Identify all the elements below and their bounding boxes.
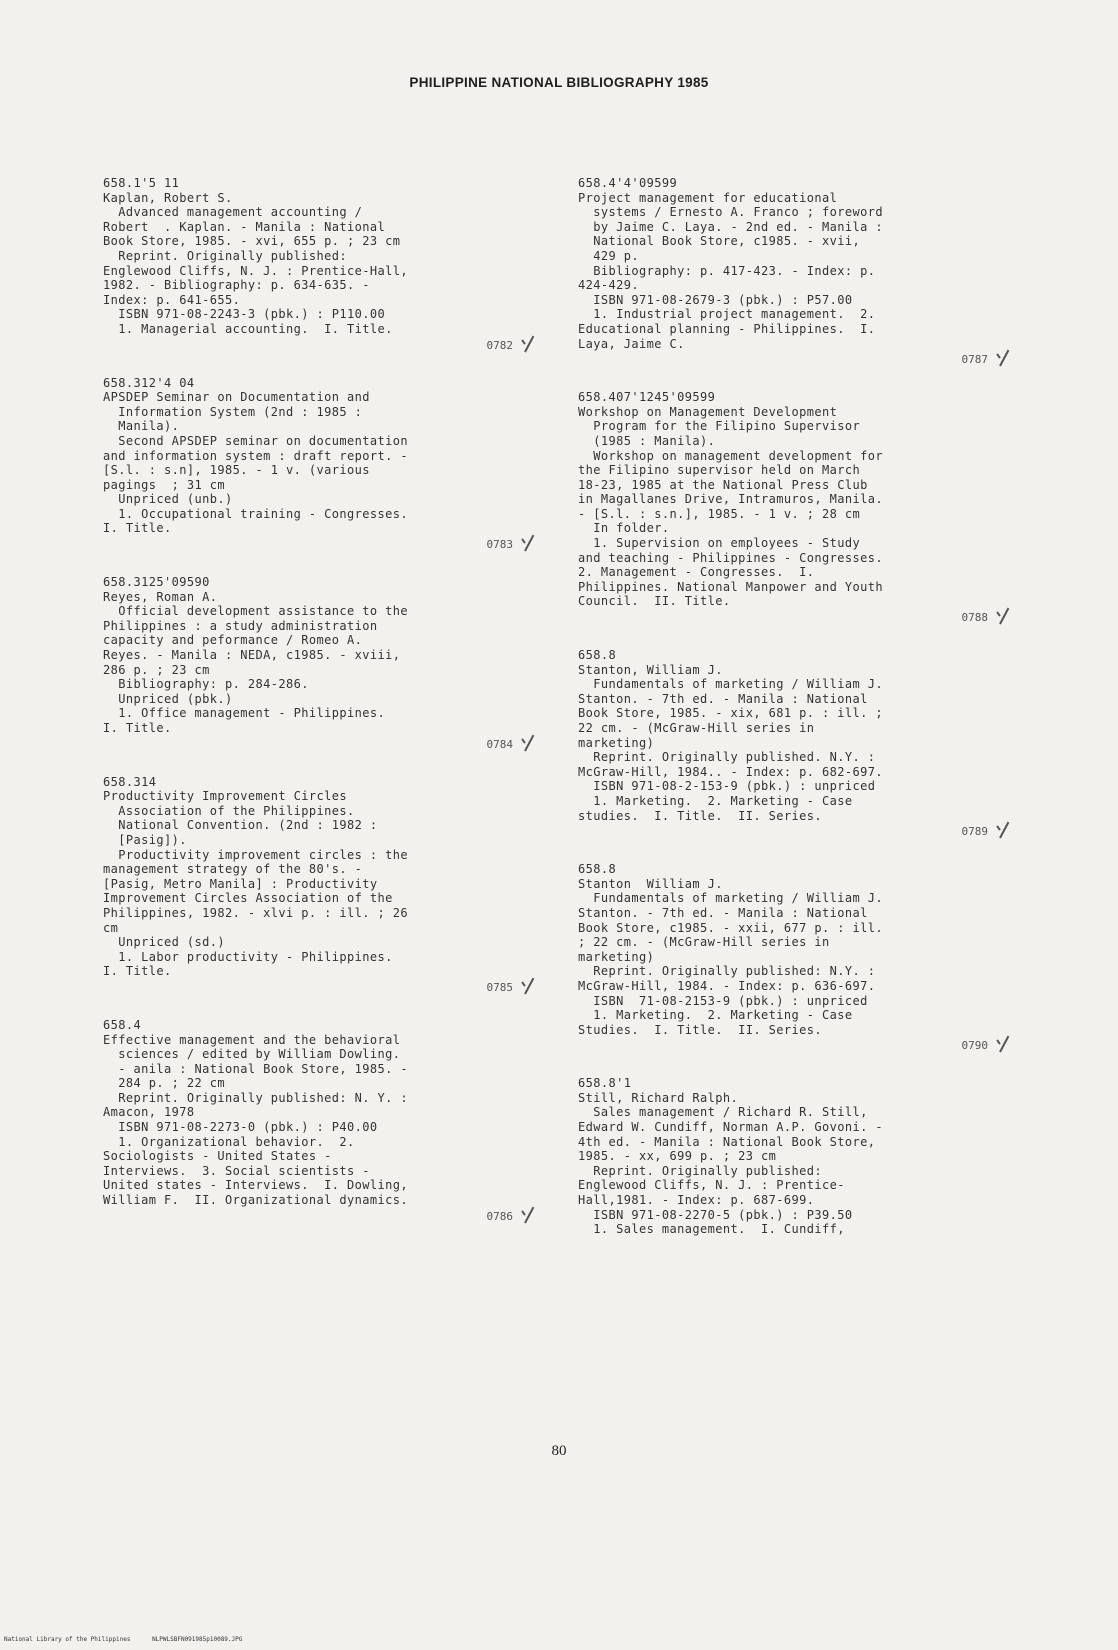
checkmark-icon bbox=[994, 819, 1010, 839]
entry-line: Reyes, Roman A. bbox=[103, 589, 218, 604]
entry-line: Stanton William J. bbox=[578, 876, 723, 891]
entry-line: Workshop on Management Development bbox=[578, 404, 838, 419]
entry-line: Still, Richard Ralph. bbox=[578, 1090, 739, 1105]
bibliography-entry bbox=[578, 390, 1028, 624]
entry-line: Reprint. Originally published: N. Y. : bbox=[103, 1090, 408, 1105]
bibliography-entry bbox=[578, 648, 1028, 838]
entry-number bbox=[103, 538, 553, 551]
entry-line: McGraw-Hill, 1984.. - Index: p. 682-697. bbox=[578, 764, 883, 779]
checkmark-icon bbox=[994, 1033, 1010, 1053]
entry-line: Bibliography: p. 284-286. bbox=[103, 677, 309, 692]
bibliography-entry bbox=[578, 862, 1028, 1052]
entry-line: Fundamentals of marketing / William J. bbox=[578, 677, 883, 692]
entry-line: [Pasig]). bbox=[103, 832, 187, 847]
right-column bbox=[578, 176, 1028, 1261]
entry-number bbox=[578, 353, 1028, 366]
entry-line: Productivity improvement circles : the bbox=[103, 847, 408, 862]
page-header: PHILIPPINE NATIONAL BIBLIOGRAPHY 1985 bbox=[409, 75, 709, 90]
entry-line: APSDEP Seminar on Documentation and bbox=[103, 390, 370, 405]
entry-line: 286 p. ; 23 cm bbox=[103, 662, 210, 677]
entry-line: Robert . Kaplan. - Manila : National bbox=[103, 219, 386, 234]
entry-line: Stanton, William J. bbox=[578, 662, 723, 677]
entry-line: Reyes. - Manila : NEDA, c1985. - xviii, bbox=[103, 648, 401, 663]
entry-line: capacity and peformance / Romeo A. bbox=[103, 633, 363, 648]
entry-line: Englewood Cliffs, N. J. : Prentice-Hall, bbox=[103, 263, 408, 278]
call-number: 658.4 bbox=[103, 1017, 142, 1032]
entry-line: I. Title. bbox=[103, 721, 172, 735]
entry-number bbox=[578, 611, 1028, 624]
entry-line: 424-429. bbox=[578, 278, 639, 293]
entry-line: ISBN 971-08-2679-3 (pbk.) : P57.00 bbox=[578, 292, 853, 307]
entry-line: 429 p. bbox=[578, 248, 639, 263]
entry-line: Educational planning - Philippines. I. bbox=[578, 321, 876, 336]
entry-number-text: 0783 bbox=[486, 538, 513, 552]
entry-line: Philippines. National Manpower and Youth bbox=[578, 579, 883, 594]
bibliography-entry bbox=[103, 1018, 553, 1223]
entry-line: National Convention. (2nd : 1982 : bbox=[103, 818, 378, 833]
entry-line: Stanton. - 7th ed. - Manila : National bbox=[578, 905, 868, 920]
entry-line: ISBN 971-08-2-153-9 (pbk.) : unpriced bbox=[578, 779, 876, 794]
footer-file-id: NLPWLSBFN091985p10089.JPG bbox=[152, 1636, 243, 1643]
entry-line: Reprint. Originally published: bbox=[103, 248, 347, 263]
entry-number-text: 0782 bbox=[486, 338, 513, 352]
entry-number bbox=[103, 981, 553, 994]
call-number: 658.8'1 bbox=[578, 1076, 632, 1091]
entry-line: by Jaime C. Laya. - 2nd ed. - Manila : bbox=[578, 219, 883, 234]
call-number: 658.3125'09590 bbox=[103, 575, 210, 590]
entry-line: Productivity Improvement Circles bbox=[103, 789, 347, 804]
checkmark-icon bbox=[519, 975, 535, 995]
entry-line: systems / Ernesto A. Franco ; foreword bbox=[578, 205, 883, 220]
entry-line: and teaching - Philippines - Congresses. bbox=[578, 550, 883, 565]
entry-line: Laya, Jaime C. bbox=[578, 336, 685, 351]
entry-line: Advanced management accounting / bbox=[103, 205, 363, 220]
entry-line: 1. Organizational behavior. 2. bbox=[103, 1134, 355, 1149]
entry-line: William F. II. Organizational dynamics. bbox=[103, 1193, 408, 1208]
entry-line: Book Store, c1985. - xxii, 677 p. : ill. bbox=[578, 920, 883, 935]
entry-line: 284 p. ; 22 cm bbox=[103, 1076, 225, 1091]
entry-line: 18-23, 1985 at the National Press Club bbox=[578, 477, 868, 492]
entry-line: Council. II. Title. bbox=[578, 594, 731, 609]
entry-line: ISBN 971-08-2270-5 (pbk.) : P39.50 bbox=[578, 1207, 853, 1222]
entry-line: Sociologists - United States - bbox=[103, 1149, 332, 1164]
entry-line: Bibliography: p. 417-423. - Index: p. bbox=[578, 263, 876, 278]
entry-line: 1985. - xx, 699 p. ; 23 cm bbox=[578, 1149, 777, 1164]
entry-line: Stanton. - 7th ed. - Manila : National bbox=[578, 691, 868, 706]
entry-line: Effective management and the behavioral bbox=[103, 1032, 401, 1047]
entry-line: Manila). bbox=[103, 419, 180, 434]
entry-line: marketing) bbox=[578, 735, 655, 750]
entry-line: 1. Office management - Philippines. bbox=[103, 706, 386, 721]
bibliography-entry bbox=[103, 176, 553, 352]
entry-line: 1. Labor productivity - Philippines. bbox=[103, 949, 393, 964]
page-number: 80 bbox=[551, 1443, 567, 1459]
entry-line: In folder. bbox=[578, 521, 670, 536]
checkmark-icon bbox=[994, 347, 1010, 367]
entry-line: cm bbox=[103, 920, 119, 935]
entry-number-text: 0784 bbox=[486, 737, 513, 751]
call-number: 658.407'1245'09599 bbox=[578, 390, 716, 405]
entry-line: 1. Marketing. 2. Marketing - Case bbox=[578, 1008, 853, 1023]
entry-line: and information system : draft report. - bbox=[103, 448, 408, 463]
entry-number-text: 0790 bbox=[961, 1039, 988, 1053]
entry-line: Association of the Philippines. bbox=[103, 803, 355, 818]
entry-line: [S.l. : s.n], 1985. - 1 v. (various bbox=[103, 463, 370, 478]
entry-number-text: 0786 bbox=[486, 1209, 513, 1223]
entry-line: - [S.l. : s.n.], 1985. - 1 v. ; 28 cm bbox=[578, 506, 861, 521]
entry-line: 1982. - Bibliography: p. 634-635. - bbox=[103, 278, 370, 293]
checkmark-icon bbox=[519, 1204, 535, 1224]
entry-line: Studies. I. Title. II. Series. bbox=[578, 1022, 822, 1037]
entry-line: ISBN 71-08-2153-9 (pbk.) : unpriced bbox=[578, 993, 868, 1008]
entry-number-text: 0787 bbox=[961, 353, 988, 367]
entry-number-text: 0788 bbox=[961, 611, 988, 625]
entry-line: management strategy of the 80's. - bbox=[103, 862, 363, 877]
entry-line: Index: p. 641-655. bbox=[103, 292, 241, 307]
entry-number bbox=[103, 339, 553, 352]
entry-line: Book Store, 1985. - xvi, 655 p. ; 23 cm bbox=[103, 234, 401, 249]
entry-line: sciences / edited by William Dowling. bbox=[103, 1047, 401, 1062]
left-column bbox=[103, 176, 553, 1247]
entry-number bbox=[103, 1210, 553, 1223]
call-number: 658.8 bbox=[578, 862, 617, 877]
entry-line: United states - Interviews. I. Dowling, bbox=[103, 1178, 408, 1193]
bibliography-entry bbox=[103, 775, 553, 994]
checkmark-icon bbox=[994, 605, 1010, 625]
call-number: 658.1'5 11 bbox=[103, 176, 180, 190]
entry-line: 1. Supervision on employees - Study bbox=[578, 536, 861, 551]
entry-line: the Filipino supervisor held on March bbox=[578, 463, 861, 478]
call-number: 658.8 bbox=[578, 648, 617, 663]
call-number: 658.4'4'09599 bbox=[578, 176, 678, 190]
entry-line: Project management for educational bbox=[578, 190, 838, 205]
entry-line: Official development assistance to the bbox=[103, 604, 408, 619]
entry-line: in Magallanes Drive, Intramuros, Manila. bbox=[578, 492, 883, 507]
entry-line: Unpriced (unb.) bbox=[103, 492, 233, 507]
entry-line: 1. Marketing. 2. Marketing - Case bbox=[578, 793, 853, 808]
entry-line: Sales management / Richard R. Still, bbox=[578, 1105, 868, 1120]
entry-number bbox=[578, 825, 1028, 838]
entry-line: I. Title. bbox=[103, 964, 172, 979]
entry-line: marketing) bbox=[578, 949, 655, 964]
entry-line: Unpriced (pbk.) bbox=[103, 691, 233, 706]
entry-line: Kaplan, Robert S. bbox=[103, 190, 233, 205]
entry-line: 1. Occupational training - Congresses. bbox=[103, 506, 408, 521]
bibliography-entry bbox=[103, 575, 553, 751]
entry-line: 1. Industrial project management. 2. bbox=[578, 307, 876, 322]
entry-line: McGraw-Hill, 1984. - Index: p. 636-697. bbox=[578, 978, 876, 993]
bibliography-entry bbox=[103, 376, 553, 552]
call-number: 658.314 bbox=[103, 774, 157, 789]
entry-line: Program for the Filipino Supervisor bbox=[578, 419, 861, 434]
entry-line: 1. Sales management. I. Cundiff, bbox=[578, 1222, 845, 1237]
entry-line: Fundamentals of marketing / William J. bbox=[578, 891, 883, 906]
entry-line: Philippines, 1982. - xlvi p. : ill. ; 26 bbox=[103, 905, 408, 920]
entry-line: Hall,1981. - Index: p. 687-699. bbox=[578, 1193, 815, 1208]
checkmark-icon bbox=[519, 532, 535, 552]
entry-number-text: 0789 bbox=[961, 825, 988, 839]
footer-library: National Library of the Philippines bbox=[4, 1636, 131, 1643]
entry-line: studies. I. Title. II. Series. bbox=[578, 808, 822, 823]
entry-line: [Pasig, Metro Manila] : Productivity bbox=[103, 876, 378, 891]
entry-line: Interviews. 3. Social scientists - bbox=[103, 1163, 370, 1178]
entry-line: I. Title. bbox=[103, 521, 172, 536]
entry-number bbox=[578, 1039, 1028, 1052]
entry-line: Englewood Cliffs, N. J. : Prentice- bbox=[578, 1178, 845, 1193]
entry-line: Second APSDEP seminar on documentation bbox=[103, 433, 408, 448]
entry-line: (1985 : Manila). bbox=[578, 433, 716, 448]
checkmark-icon bbox=[519, 333, 535, 353]
call-number: 658.312'4 04 bbox=[103, 375, 195, 390]
entry-line: Reprint. Originally published: bbox=[578, 1163, 822, 1178]
entry-line: 2. Management - Congresses. I. bbox=[578, 565, 815, 580]
entry-line: ; 22 cm. - (McGraw-Hill series in bbox=[578, 935, 830, 950]
entry-line: Workshop on management development for bbox=[578, 448, 883, 463]
entry-line: National Book Store, c1985. - xvii, bbox=[578, 234, 861, 249]
entry-line: Book Store, 1985. - xix, 681 p. : ill. ; bbox=[578, 706, 883, 721]
scan-footer bbox=[4, 1636, 260, 1643]
entry-line: Improvement Circles Association of the bbox=[103, 891, 393, 906]
entry-line: Amacon, 1978 bbox=[103, 1105, 195, 1120]
entry-line: ISBN 971-08-2273-0 (pbk.) : P40.00 bbox=[103, 1120, 378, 1135]
entry-line: 1. Managerial accounting. I. Title. bbox=[103, 321, 393, 336]
entry-line: Unpriced (sd.) bbox=[103, 935, 225, 950]
entry-line: Reprint. Originally published. N.Y. : bbox=[578, 750, 876, 765]
entry-line: pagings ; 31 cm bbox=[103, 477, 225, 492]
entry-line: - anila : National Book Store, 1985. - bbox=[103, 1061, 408, 1076]
bibliography-entry bbox=[578, 176, 1028, 366]
entry-line: ISBN 971-08-2243-3 (pbk.) : P110.00 bbox=[103, 307, 386, 322]
entry-number bbox=[103, 738, 553, 751]
entry-line: Edward W. Cundiff, Norman A.P. Govoni. - bbox=[578, 1120, 883, 1135]
entry-number-text: 0785 bbox=[486, 980, 513, 994]
entry-line: 22 cm. - (McGraw-Hill series in bbox=[578, 721, 815, 735]
entry-line: 4th ed. - Manila : National Book Store, bbox=[578, 1134, 876, 1149]
bibliography-entry bbox=[578, 1076, 1028, 1237]
checkmark-icon bbox=[519, 732, 535, 752]
entry-line: Information System (2nd : 1985 : bbox=[103, 404, 363, 419]
entry-line: Philippines : a study administration bbox=[103, 618, 378, 633]
entry-line: Reprint. Originally published: N.Y. : bbox=[578, 964, 876, 979]
